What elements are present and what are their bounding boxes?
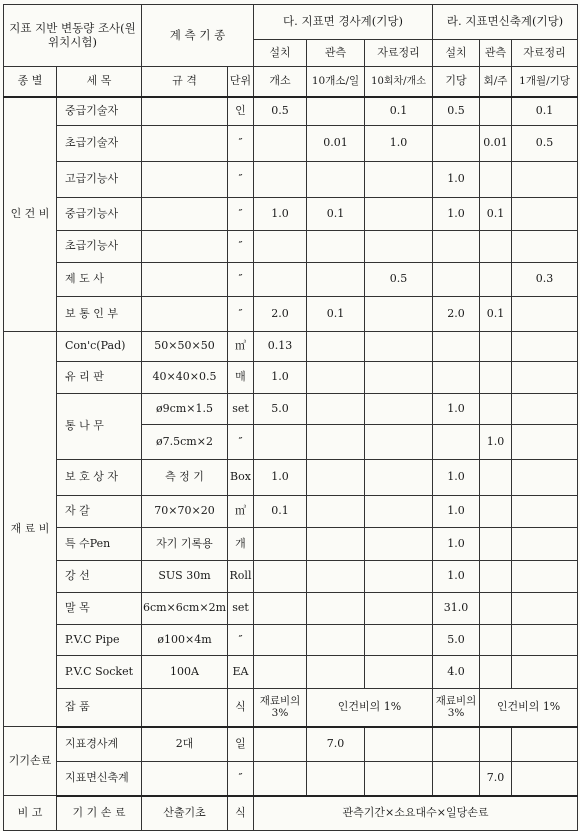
- d-data-cell: [512, 625, 578, 656]
- d-data-cell: [512, 561, 578, 593]
- c-observe-cell: 0.1: [307, 297, 365, 332]
- d-data-cell: 0.1: [512, 97, 578, 126]
- d-data-cell: [512, 593, 578, 625]
- c-data-cell: [365, 231, 433, 263]
- d-observe-cell: 0.1: [480, 198, 512, 231]
- d-install-cell: 5.0: [433, 625, 480, 656]
- d-install-cell: [433, 762, 480, 796]
- remarks-formula: 관측기간×소요대수×일당손료: [254, 796, 578, 831]
- unit-cell: ″: [228, 126, 254, 162]
- item-cell: 유 리 판: [57, 362, 142, 394]
- unit-cell: Roll: [228, 561, 254, 593]
- c-install-cell: [254, 231, 307, 263]
- d-install-cell: 4.0: [433, 656, 480, 689]
- c-observe-cell: [307, 656, 365, 689]
- c-observe-cell: [307, 394, 365, 425]
- spec-cell: [142, 762, 228, 796]
- item-cell: 초급기능사: [57, 231, 142, 263]
- table-row: [4, 460, 578, 496]
- remarks-unit: 식: [228, 796, 254, 831]
- c-observe-cell: [307, 762, 365, 796]
- c-install-cell: [254, 593, 307, 625]
- unit-d-data: 1개월/기당: [512, 67, 578, 97]
- d-data-header: 자료정리: [512, 40, 578, 67]
- misc-c-material: 재료비의 3%: [254, 689, 307, 727]
- d-install-cell: [433, 126, 480, 162]
- c-observe-cell: 0.01: [307, 126, 365, 162]
- d-data-cell: [512, 496, 578, 528]
- spec-cell: 70×70×20: [142, 496, 228, 528]
- spec-cell: ø9cm×1.5: [142, 394, 228, 425]
- measurement-basis-cell: [142, 5, 254, 67]
- d-data-cell: [512, 762, 578, 796]
- item-cell: 보 통 인 부: [57, 297, 142, 332]
- c-install-cell: [254, 625, 307, 656]
- spec-cell: 6cm×6cm×2m: [142, 593, 228, 625]
- d-observe-cell: 7.0: [480, 762, 512, 796]
- item-cell: 중급기술자: [57, 97, 142, 126]
- c-install-cell: 1.0: [254, 198, 307, 231]
- col-kind-header: 종 별: [4, 67, 57, 97]
- c-data-cell: [365, 496, 433, 528]
- unit-cell: ″: [228, 425, 254, 460]
- d-install-cell: 1.0: [433, 561, 480, 593]
- c-install-cell: 1.0: [254, 362, 307, 394]
- d-observe-header: 관측: [480, 40, 512, 67]
- unit-cell: ㎥: [228, 496, 254, 528]
- c-install-cell: [254, 727, 307, 762]
- spec-cell: [142, 126, 228, 162]
- c-data-cell: 1.0: [365, 126, 433, 162]
- unit-d-install: 기당: [433, 67, 480, 97]
- item-cell: P.V.C Socket: [57, 656, 142, 689]
- table-row: [4, 162, 578, 198]
- table-row: [4, 496, 578, 528]
- unit-cell: ″: [228, 297, 254, 332]
- cost-table: [3, 4, 578, 831]
- d-install-cell: [433, 727, 480, 762]
- c-observe-cell: [307, 162, 365, 198]
- spec-cell: 2대: [142, 727, 228, 762]
- c-data-cell: [365, 528, 433, 561]
- c-data-cell: [365, 394, 433, 425]
- c-install-cell: 1.0: [254, 460, 307, 496]
- item-cell: 초급기술자: [57, 126, 142, 162]
- remarks-item: 기 기 손 료: [57, 796, 142, 831]
- d-data-cell: [512, 362, 578, 394]
- table-row: [4, 656, 578, 689]
- group-remarks-label: 비 고: [4, 796, 57, 831]
- item-cell: Con'c(Pad): [57, 332, 142, 362]
- table-row: [4, 727, 578, 762]
- d-observe-cell: [480, 460, 512, 496]
- d-observe-cell: [480, 561, 512, 593]
- c-install-cell: 0.1: [254, 496, 307, 528]
- c-observe-cell: [307, 425, 365, 460]
- c-data-cell: [365, 625, 433, 656]
- d-observe-cell: [480, 263, 512, 297]
- item-cell: 제 도 사: [57, 263, 142, 297]
- d-install-cell: [433, 231, 480, 263]
- unit-cell: EA: [228, 656, 254, 689]
- d-install-cell: 1.0: [433, 198, 480, 231]
- c-data-cell: [365, 593, 433, 625]
- c-observe-cell: [307, 362, 365, 394]
- table-row: [4, 362, 578, 394]
- d-install-cell: 31.0: [433, 593, 480, 625]
- c-install-cell: 0.13: [254, 332, 307, 362]
- unit-cell: set: [228, 593, 254, 625]
- d-observe-cell: 1.0: [480, 425, 512, 460]
- item-cell: 특 수Pen: [57, 528, 142, 561]
- misc-c-labor: 인건비의 1%: [307, 689, 433, 727]
- misc-d-labor: 인건비의 1%: [480, 689, 578, 727]
- item-cell: 말 목: [57, 593, 142, 625]
- unit-cell: ㎥: [228, 332, 254, 362]
- group-c-header: 다. 지표면 경사계(기당): [254, 5, 433, 40]
- d-data-cell: [512, 425, 578, 460]
- item-cell: 지표면신축계: [57, 762, 142, 796]
- c-install-cell: [254, 528, 307, 561]
- d-data-cell: [512, 198, 578, 231]
- c-observe-cell: [307, 625, 365, 656]
- spec-cell: [142, 263, 228, 297]
- d-data-cell: [512, 394, 578, 425]
- c-data-header: 자료정리: [365, 40, 433, 67]
- c-data-cell: [365, 727, 433, 762]
- unit-cell: 매: [228, 362, 254, 394]
- d-data-cell: [512, 297, 578, 332]
- unit-cell: ″: [228, 231, 254, 263]
- group-labor-label: 인 건 비: [4, 97, 57, 332]
- spec-cell: ø7.5cm×2: [142, 425, 228, 460]
- spec-cell: [142, 689, 228, 727]
- item-cell: 지표경사계: [57, 727, 142, 762]
- misc-item: 잡 품: [57, 689, 142, 727]
- d-install-cell: 2.0: [433, 297, 480, 332]
- d-observe-cell: [480, 394, 512, 425]
- item-cell: 중급기능사: [57, 198, 142, 231]
- survey-title: 지표 지반 변동량 조사(원위치시험): [9, 21, 136, 49]
- col-item-header: 세 목: [57, 67, 142, 97]
- c-observe-cell: [307, 263, 365, 297]
- unit-cell: 개: [228, 528, 254, 561]
- unit-cell: ″: [228, 762, 254, 796]
- d-data-cell: [512, 332, 578, 362]
- d-data-cell: [512, 231, 578, 263]
- d-data-cell: [512, 528, 578, 561]
- table-row: [4, 198, 578, 231]
- d-observe-cell: [480, 625, 512, 656]
- d-observe-cell: [480, 231, 512, 263]
- spec-cell: [142, 162, 228, 198]
- table-row: [4, 332, 578, 362]
- item-cell: P.V.C Pipe: [57, 625, 142, 656]
- misc-unit: 식: [228, 689, 254, 727]
- survey-title-cell: [4, 5, 142, 67]
- c-observe-header: 관측: [307, 40, 365, 67]
- c-data-cell: [365, 162, 433, 198]
- table-row: [4, 263, 578, 297]
- item-cell: 통 나 무: [57, 394, 142, 460]
- misc-d-material: 재료비의 3%: [433, 689, 480, 727]
- c-data-cell: 0.5: [365, 263, 433, 297]
- c-data-cell: [365, 762, 433, 796]
- item-cell: 고급기능사: [57, 162, 142, 198]
- c-observe-cell: [307, 528, 365, 561]
- d-observe-cell: [480, 162, 512, 198]
- unit-c-observe: 10개소/일: [307, 67, 365, 97]
- item-cell: 자 갈: [57, 496, 142, 528]
- spec-cell: [142, 231, 228, 263]
- table-row: [4, 231, 578, 263]
- c-data-cell: [365, 460, 433, 496]
- c-observe-cell: [307, 332, 365, 362]
- c-install-cell: 5.0: [254, 394, 307, 425]
- item-cell: 보 호 상 자: [57, 460, 142, 496]
- group-d-header: 라. 지표면신축계(기당): [433, 5, 578, 40]
- unit-cell: ″: [228, 263, 254, 297]
- d-install-cell: [433, 263, 480, 297]
- spec-cell: [142, 297, 228, 332]
- table-row: [4, 126, 578, 162]
- c-install-cell: [254, 425, 307, 460]
- c-data-cell: [365, 561, 433, 593]
- unit-c-install: 개소: [254, 67, 307, 97]
- c-observe-cell: [307, 561, 365, 593]
- d-observe-cell: 0.01: [480, 126, 512, 162]
- spec-cell: [142, 97, 228, 126]
- spec-cell: SUS 30m: [142, 561, 228, 593]
- d-data-cell: [512, 656, 578, 689]
- c-install-cell: 2.0: [254, 297, 307, 332]
- unit-cell: Box: [228, 460, 254, 496]
- d-install-cell: 1.0: [433, 394, 480, 425]
- spec-cell: 100A: [142, 656, 228, 689]
- d-install-cell: 1.0: [433, 162, 480, 198]
- c-observe-cell: [307, 593, 365, 625]
- d-observe-cell: 0.1: [480, 297, 512, 332]
- spec-cell: 40×40×0.5: [142, 362, 228, 394]
- d-data-cell: [512, 162, 578, 198]
- table-row: [4, 297, 578, 332]
- c-data-cell: [365, 198, 433, 231]
- table-row: [4, 394, 578, 425]
- unit-cell: 인: [228, 97, 254, 126]
- col-spec-header: 규 격: [142, 67, 228, 97]
- d-observe-cell: [480, 593, 512, 625]
- measurement-basis: 계 측 기 종: [169, 27, 226, 42]
- spec-cell: 50×50×50: [142, 332, 228, 362]
- unit-cell: set: [228, 394, 254, 425]
- d-install-cell: 1.0: [433, 528, 480, 561]
- c-install-cell: 0.5: [254, 97, 307, 126]
- c-data-cell: [365, 332, 433, 362]
- d-observe-cell: [480, 656, 512, 689]
- c-observe-cell: [307, 97, 365, 126]
- d-install-cell: [433, 425, 480, 460]
- spec-cell: [142, 198, 228, 231]
- table-row: [4, 796, 578, 831]
- unit-c-data: 10회차/개소: [365, 67, 433, 97]
- item-cell: 강 선: [57, 561, 142, 593]
- c-data-cell: [365, 362, 433, 394]
- spec-cell: 측 정 기: [142, 460, 228, 496]
- d-install-cell: [433, 362, 480, 394]
- d-observe-cell: [480, 97, 512, 126]
- c-install-cell: [254, 656, 307, 689]
- c-data-cell: [365, 656, 433, 689]
- unit-d-observe: 회/주: [480, 67, 512, 97]
- table-row: [4, 593, 578, 625]
- d-install-cell: [433, 332, 480, 362]
- unit-cell: ″: [228, 162, 254, 198]
- c-observe-cell: [307, 231, 365, 263]
- unit-cell: ″: [228, 198, 254, 231]
- d-data-cell: 0.3: [512, 263, 578, 297]
- c-observe-cell: [307, 460, 365, 496]
- table-row: [4, 97, 578, 126]
- d-observe-cell: [480, 727, 512, 762]
- c-install-cell: [254, 162, 307, 198]
- table-row: [4, 561, 578, 593]
- table-row: [4, 625, 578, 656]
- table-row: [4, 689, 578, 727]
- d-observe-cell: [480, 528, 512, 561]
- c-data-cell: [365, 425, 433, 460]
- remarks-spec: 산출기초: [142, 796, 228, 831]
- spec-cell: 자기 기록용: [142, 528, 228, 561]
- d-observe-cell: [480, 362, 512, 394]
- d-data-cell: [512, 727, 578, 762]
- c-data-cell: [365, 297, 433, 332]
- table-row: [4, 762, 578, 796]
- c-install-header: 설치: [254, 40, 307, 67]
- col-unit-header: 단위: [228, 67, 254, 97]
- spec-cell: ø100×4m: [142, 625, 228, 656]
- c-install-cell: [254, 263, 307, 297]
- c-data-cell: 0.1: [365, 97, 433, 126]
- group-material-label: 재 료 비: [4, 332, 57, 727]
- c-install-cell: [254, 561, 307, 593]
- c-observe-cell: 0.1: [307, 198, 365, 231]
- c-install-cell: [254, 126, 307, 162]
- d-observe-cell: [480, 496, 512, 528]
- d-data-cell: 0.5: [512, 126, 578, 162]
- c-observe-cell: 7.0: [307, 727, 365, 762]
- c-install-cell: [254, 762, 307, 796]
- d-data-cell: [512, 460, 578, 496]
- d-install-cell: 1.0: [433, 460, 480, 496]
- d-install-cell: 1.0: [433, 496, 480, 528]
- c-observe-cell: [307, 496, 365, 528]
- unit-cell: ″: [228, 625, 254, 656]
- unit-cell: 일: [228, 727, 254, 762]
- d-install-cell: 0.5: [433, 97, 480, 126]
- d-observe-cell: [480, 332, 512, 362]
- table-row: [4, 528, 578, 561]
- d-install-header: 설치: [433, 40, 480, 67]
- group-equipment-label: 기기손료: [4, 727, 57, 796]
